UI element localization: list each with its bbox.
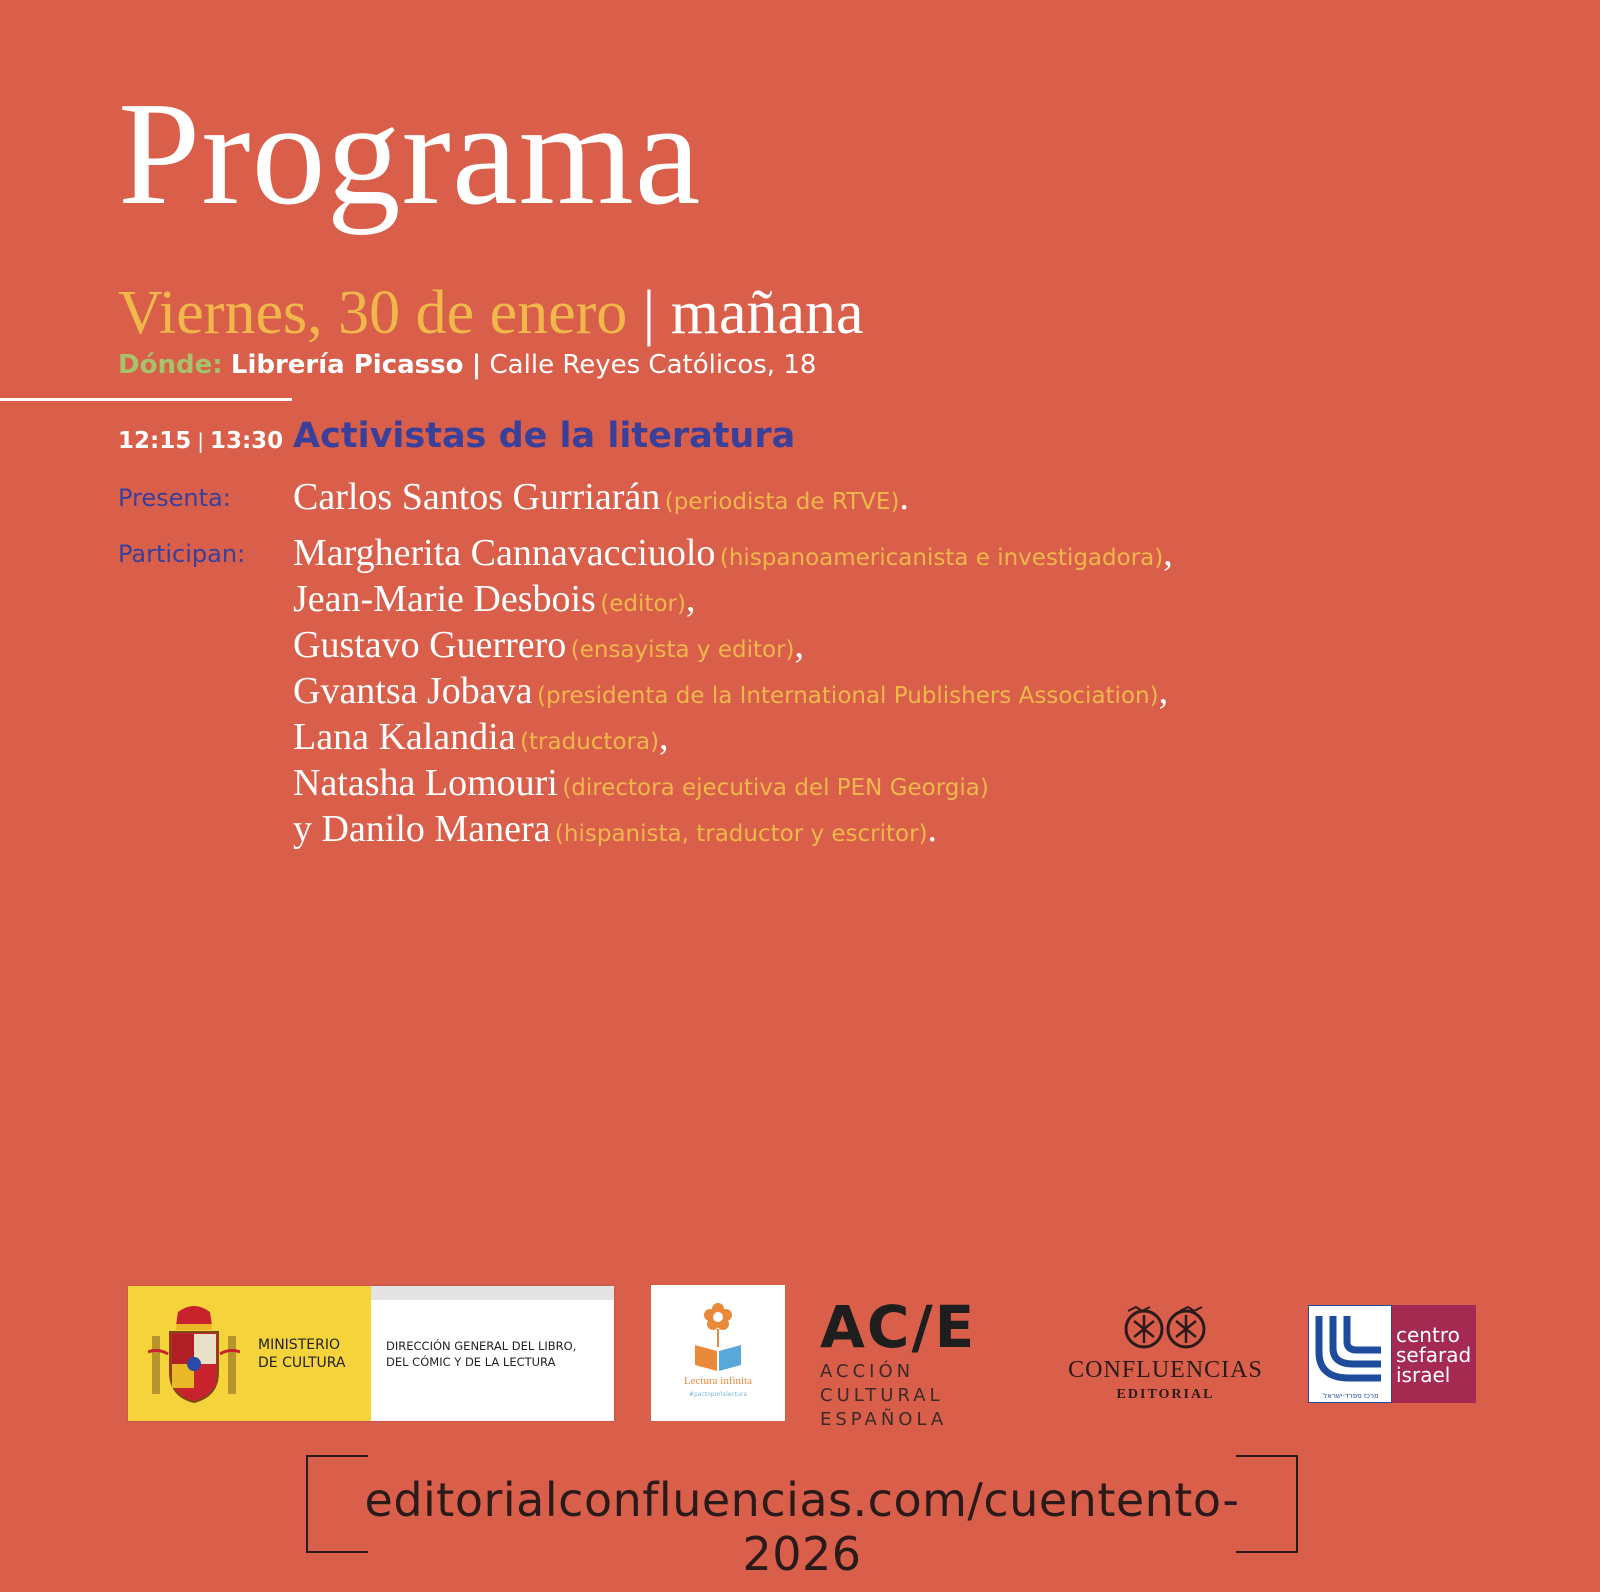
- confluencias-subtitle: EDITORIAL: [1116, 1387, 1215, 1402]
- sefarad-text-panel: [1392, 1305, 1476, 1403]
- participant-name: y Danilo Manera: [293, 808, 551, 850]
- event-daypart: mañana: [670, 279, 864, 347]
- participant-role: (presidenta de la International Publishers Association): [537, 683, 1159, 709]
- lectura-title: Lectura infinita: [683, 1375, 753, 1387]
- presenter-name: Carlos Santos Gurriarán: [293, 476, 661, 518]
- sefarad-mark-panel: [1308, 1305, 1392, 1403]
- page-title: Programa: [118, 72, 702, 236]
- book-flower-icon: [691, 1299, 745, 1373]
- participant-entry: [293, 718, 669, 756]
- participant-role: (hispanista, traductor y escritor): [554, 821, 928, 847]
- participant-role: (hispanoamericanista e investigadora): [719, 545, 1164, 571]
- participant-entry: [293, 534, 1173, 572]
- participant-name: Lana Kalandia: [293, 716, 516, 758]
- participant-name: Gustavo Guerrero: [293, 624, 567, 666]
- accion-cultural-logo: [820, 1293, 1025, 1430]
- divider-rule: [0, 398, 292, 401]
- where-label: Dónde:: [118, 350, 223, 380]
- direccion-general-text: [386, 1338, 576, 1370]
- ministerio-line: DE CULTURA: [258, 1355, 346, 1371]
- participant-entry: [293, 580, 695, 618]
- sefarad-hebrew: מרכז ספרד-ישראל: [1323, 1392, 1379, 1400]
- lectura-infinita-logo: [651, 1285, 785, 1421]
- event-date: Viernes, 30 de enero: [118, 279, 628, 347]
- sefarad-text: [1396, 1325, 1471, 1385]
- bracket-top-right: [1236, 1455, 1298, 1457]
- ace-wordmark: AC/E: [820, 1293, 977, 1361]
- ace-subtitle-line: ACCIÓN CULTURAL: [820, 1361, 944, 1406]
- presenta-label: Presenta:: [118, 484, 231, 512]
- ministerio-gray-band: [371, 1286, 614, 1300]
- event-date-line: [118, 279, 864, 347]
- participant-punct: ,: [659, 716, 669, 758]
- participant-role: (directora ejecutiva del PEN Georgia): [562, 775, 989, 801]
- venue-name: Librería Picasso: [230, 350, 464, 380]
- participant-entry: [293, 672, 1168, 710]
- participant-entry: [293, 810, 937, 848]
- presenter-entry: [293, 478, 909, 516]
- participant-role: (editor): [600, 591, 686, 617]
- ace-subtitle-line: ESPAÑOLA: [820, 1409, 948, 1430]
- wheels-icon: [1122, 1305, 1208, 1349]
- direccion-line: DEL CÓMIC Y DE LA LECTURA: [386, 1355, 556, 1369]
- confluencias-name: CONFLUENCIAS: [1068, 1357, 1263, 1383]
- participant-role: (ensayista y editor): [570, 637, 795, 663]
- participant-name: Natasha Lomouri: [293, 762, 558, 804]
- session-title: Activistas de la literatura: [293, 416, 796, 456]
- presenter-role: (periodista de RTVE): [664, 489, 900, 515]
- centro-sefarad-israel-logo: [1308, 1305, 1476, 1403]
- venue-address: Calle Reyes Católicos, 18: [489, 350, 817, 380]
- participan-label: Participan:: [118, 540, 246, 568]
- confluencias-logo: [1058, 1305, 1273, 1415]
- ministerio-cultura-logo: [128, 1286, 614, 1421]
- sefarad-line: sefarad: [1396, 1343, 1472, 1367]
- sefarad-line: israel: [1396, 1363, 1451, 1387]
- lectura-hashtag: #pactoporlalectura: [688, 1391, 748, 1398]
- participant-punct: .: [927, 808, 938, 850]
- session-start: 12:15: [118, 428, 192, 454]
- participant-punct: ,: [685, 578, 696, 620]
- participant-name: Gvantsa Jobava: [293, 670, 533, 712]
- date-separator: |: [642, 279, 656, 347]
- coat-of-arms-icon: [148, 1302, 240, 1406]
- ace-subtitle: [820, 1360, 1025, 1432]
- participant-name: Jean-Marie Desbois: [293, 578, 596, 620]
- url-bracket-box: [306, 1455, 1298, 1581]
- participant-entry: [293, 764, 989, 802]
- venue-separator: |: [471, 350, 482, 380]
- arches-icon: [1315, 1312, 1385, 1384]
- participant-entry: [293, 626, 804, 664]
- participant-punct: ,: [1158, 670, 1169, 712]
- session-end: 13:30: [209, 428, 284, 454]
- direccion-line: DIRECCIÓN GENERAL DEL LIBRO,: [386, 1339, 577, 1353]
- website-link[interactable]: editorialconfluencias.com/cuentento-2026: [364, 1473, 1240, 1581]
- participant-name: Margherita Cannavacciuolo: [293, 532, 716, 574]
- location-line: [118, 350, 816, 380]
- sefarad-line: centro: [1396, 1323, 1460, 1347]
- participant-role: (traductora): [520, 729, 660, 755]
- participant-punct: ,: [1163, 532, 1173, 574]
- presenter-punct: .: [899, 476, 909, 518]
- time-separator: |: [197, 429, 204, 453]
- ministerio-line: MINISTERIO: [258, 1337, 340, 1353]
- session-time: [118, 428, 283, 454]
- ministerio-text: [258, 1336, 346, 1372]
- participant-punct: ,: [794, 624, 805, 666]
- bracket-top-left: [306, 1455, 368, 1457]
